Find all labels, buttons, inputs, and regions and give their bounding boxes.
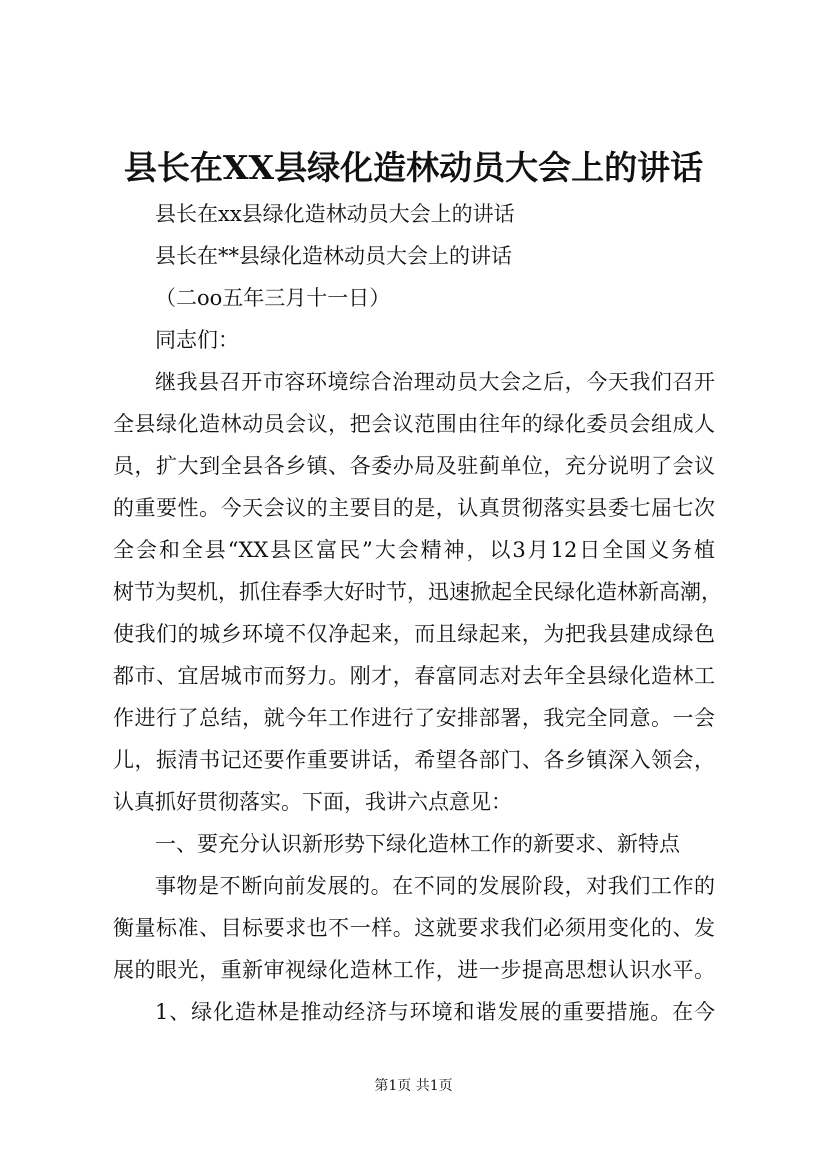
salutation: 同志们： [155,328,239,352]
subtitle-line-2: 县长在**县绿化造林动员大会上的讲话 [155,244,512,268]
section-heading: 一、要充分认识新形势下绿化造林工作的新要求、新特点 [155,832,680,856]
paragraph-line: 员，扩大到全县各乡镇、各委办局及驻蓟单位，充分说明了会议 [113,454,715,478]
paragraph-line: 展的眼光，重新审视绿化造林工作，进一步提高思想认识水平。 [113,958,715,982]
paragraph-line: 都市、宜居城市而努力。刚才，春富同志对去年全县绿化造林工 [113,664,715,688]
page-footer: 第1页 共1页 [374,1078,453,1094]
paragraph-line: 衡量标准、目标要求也不一样。这就要求我们必须用变化的、发 [113,916,715,940]
paragraph-line: 认真抓好贯彻落实。下面，我讲六点意见： [113,790,512,814]
paragraph-line: 作进行了总结，就今年工作进行了安排部署，我完全同意。一会 [113,706,715,730]
paragraph-line: 使我们的城乡环境不仅净起来，而且绿起来，为把我县建成绿色 [113,622,715,646]
speech-date: （二oo五年三月十一日） [155,286,391,310]
paragraph-line: 继我县召开市容环境综合治理动员大会之后，今天我们召开 [155,370,715,394]
paragraph-line: 全会和全县“XX县区富民”大会精神，以3月12日全国义务植 [113,538,715,562]
paragraph-line: 事物是不断向前发展的。在不同的发展阶段，对我们工作的 [155,874,715,898]
paragraph-line: 儿，振清书记还要作重要讲话，希望各部门、各乡镇深入领会， [113,748,715,772]
paragraph-line: 树节为契机，抓住春季大好时节，迅速掀起全民绿化造林新高潮， [113,580,722,604]
document-title: 县长在XX县绿化造林动员大会上的讲话 [123,148,704,187]
paragraph-line: 的重要性。今天会议的主要目的是，认真贯彻落实县委七届七次 [113,496,715,520]
paragraph-line: 全县绿化造林动员会议，把会议范围由往年的绿化委员会组成人 [113,412,715,436]
subtitle-line-1: 县长在xx县绿化造林动员大会上的讲话 [155,202,515,226]
paragraph-line: 1、绿化造林是推动经济与环境和谐发展的重要措施。在今 [155,1000,715,1024]
